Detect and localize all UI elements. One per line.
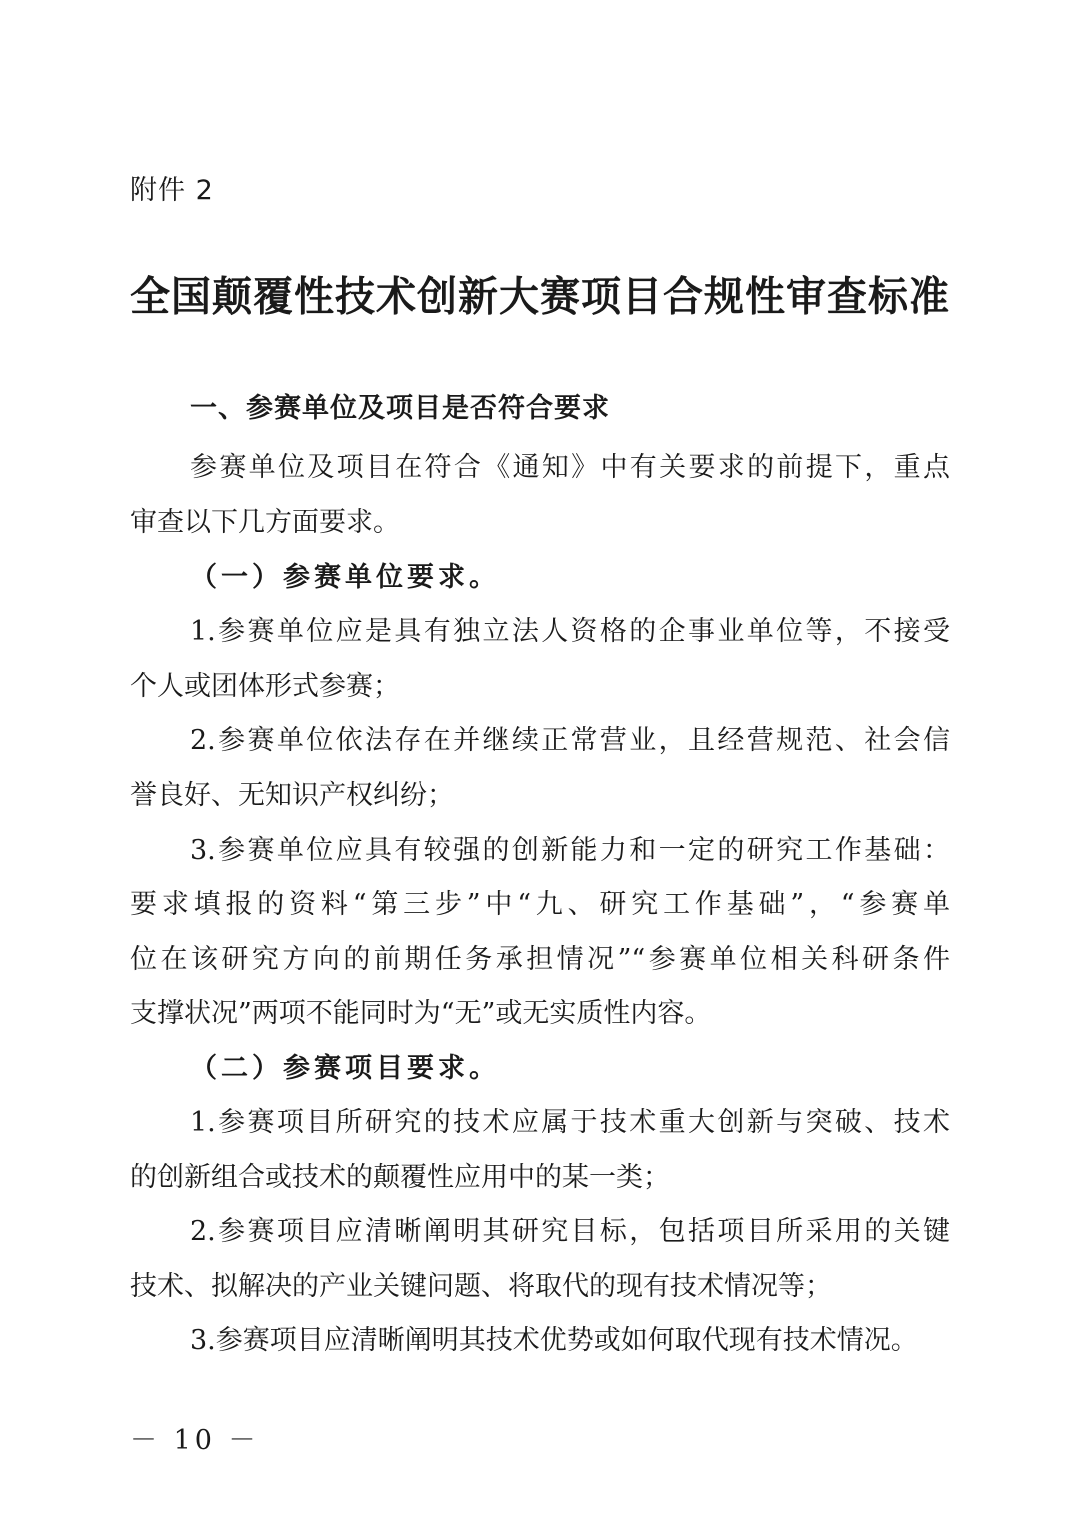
unit-req-1-line-2: 个人或团体形式参赛； xyxy=(130,671,400,702)
section-heading: 一、参赛单位及项目是否符合要求 xyxy=(190,393,610,424)
project-req-2-line-2: 技术、拟解决的产业关键问题、将取代的现有技术情况等； xyxy=(130,1271,832,1302)
unit-req-3-line-3: 位在该研究方向的前期任务承担情况”“参赛单位相关科研条件 xyxy=(130,944,950,975)
unit-req-3-line-1: 3.参赛单位应具有较强的创新能力和一定的研究工作基础： xyxy=(190,835,950,866)
unit-req-3-line-2: 要求填报的资料“第三步”中“九、研究工作基础”，“参赛单 xyxy=(130,889,950,920)
project-req-3-line-1: 3.参赛项目应清晰阐明其技术优势或如何取代现有技术情况。 xyxy=(190,1325,918,1356)
attachment-label: 附件 2 xyxy=(130,175,214,206)
project-req-1-line-2: 的创新组合或技术的颠覆性应用中的某一类； xyxy=(130,1162,670,1193)
subsection-heading-unit: （一）参赛单位要求。 xyxy=(190,562,500,593)
unit-req-2-line-1: 2.参赛单位依法存在并继续正常营业，且经营规范、社会信 xyxy=(190,725,950,756)
intro-line-1: 参赛单位及项目在符合《通知》中有关要求的前提下，重点 xyxy=(190,452,950,483)
unit-req-2-line-2: 誉良好、无知识产权纠纷； xyxy=(130,780,454,811)
project-req-1-line-1: 1.参赛项目所研究的技术应属于技术重大创新与突破、技术 xyxy=(190,1107,950,1138)
project-req-2-line-1: 2.参赛项目应清晰阐明其研究目标，包括项目所采用的关键 xyxy=(190,1216,950,1247)
intro-line-2: 审查以下几方面要求。 xyxy=(130,507,400,538)
page-number: － 10 － xyxy=(130,1425,260,1456)
unit-req-1-line-1: 1.参赛单位应是具有独立法人资格的企事业单位等，不接受 xyxy=(190,616,950,647)
unit-req-3-line-4: 支撑状况”两项不能同时为“无”或无实质性内容。 xyxy=(130,998,712,1029)
subsection-heading-project: （二）参赛项目要求。 xyxy=(190,1053,500,1084)
page-title: 全国颠覆性技术创新大赛项目合规性审查标准 xyxy=(130,273,950,321)
